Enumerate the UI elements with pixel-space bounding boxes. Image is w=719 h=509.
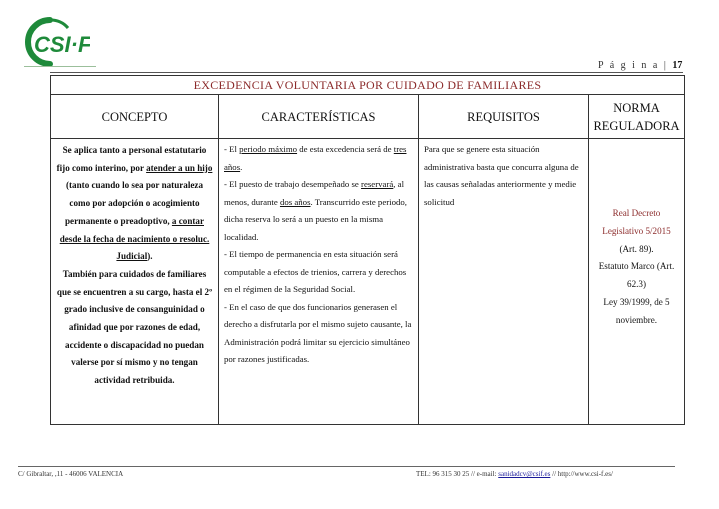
norma-line-1: Real Decreto bbox=[612, 208, 661, 218]
logo-text: CSI·F bbox=[34, 32, 90, 57]
column-header-caracteristicas: CARACTERÍSTICAS bbox=[219, 95, 419, 139]
caracteristica-3: - El tiempo de permanencia en esta situación será computable a efectos de trienios, carrera y derechos en el régimen de la Seguridad Social. bbox=[224, 249, 407, 294]
footer-address: C/ Gibraltar, ,11 - 46006 VALENCIA bbox=[18, 470, 124, 478]
caracteristica-4: - En el caso de que dos funcionarios generasen el derecho a disfrutarla por el mismo sujeto causante, la Administración podrá limitar su ejercicio simultáneo por razones justificadas. bbox=[224, 301, 412, 364]
concepto-underline-2: a contar desde la fecha de nacimiento o resoluc. Judicial bbox=[59, 215, 210, 262]
footer-email-link[interactable]: sanidadcv@csif.es bbox=[498, 470, 551, 478]
norma-line-5: 62.3) bbox=[627, 279, 646, 290]
norma-line-7: noviembre. bbox=[615, 314, 658, 325]
caracteristica-2: - El puesto de trabajo desempeñado se reservará, al menos, durante dos años. Transcurrido este periodo, dicha reserva lo será a un puesto en la misma localidad. bbox=[224, 179, 408, 242]
concepto-text-3: ). bbox=[147, 251, 153, 262]
header-rule bbox=[50, 72, 683, 73]
norma-line-3: (Art. 89). bbox=[619, 243, 654, 254]
concepto-underline-1: atender a un hijo bbox=[146, 162, 213, 173]
concepto-text-4: También para cuidados de familiares que se encuentren a su cargo, hasta el 2º grado inclusive de consanguinidad o afinidad que por razones de edad, accidente o discapacidad no puedan valerse por sí mismo y no tengan actividad retribuida. bbox=[56, 268, 213, 386]
norma-line-6: Ley 39/1999, de 5 bbox=[603, 296, 670, 307]
page-number bbox=[598, 60, 682, 71]
logo-underline bbox=[24, 66, 96, 67]
column-header-concepto: CONCEPTO bbox=[51, 95, 219, 139]
cell-caracteristicas bbox=[219, 139, 419, 425]
norma-header-line2: REGULADORA bbox=[593, 118, 680, 133]
table-title: EXCEDENCIA VOLUNTARIA POR CUIDADO DE FAMILIARES bbox=[51, 76, 685, 95]
footer-contact bbox=[416, 470, 613, 478]
footer-rule bbox=[18, 466, 675, 467]
caracteristica-1: - El periodo máximo de esta excedencia será de tres años. bbox=[224, 144, 407, 172]
page-label: P á g i n a | bbox=[598, 60, 668, 71]
norma-header-line1: NORMA bbox=[613, 100, 660, 115]
concepto-text-1: Se aplica tanto a personal estatutario fijo como interino, por bbox=[56, 145, 207, 173]
cell-norma bbox=[589, 139, 685, 425]
page-number-value: 17 bbox=[672, 60, 683, 71]
excedencia-table bbox=[50, 75, 685, 425]
column-header-requisitos: REQUISITOS bbox=[419, 95, 589, 139]
csif-logo bbox=[20, 14, 90, 70]
footer-phone: TEL: 96 315 30 25 // e-mail: bbox=[416, 470, 499, 478]
concepto-text-2: (tanto cuando lo sea por naturaleza como por adopción o acogimiento permanente o preadoptivo, bbox=[64, 180, 203, 226]
cell-concepto bbox=[51, 139, 219, 425]
column-header-norma bbox=[589, 95, 685, 139]
norma-line-4: Estatuto Marco (Art. bbox=[598, 261, 675, 272]
cell-requisitos: Para que se genere esta situación administrativa basta que concurra alguna de las causas señaladas anteriormente y medie solicitud bbox=[419, 139, 589, 425]
norma-line-2: Legislativo 5/2015 bbox=[602, 225, 671, 236]
footer-web: // http://www.csi-f.es/ bbox=[550, 470, 613, 478]
